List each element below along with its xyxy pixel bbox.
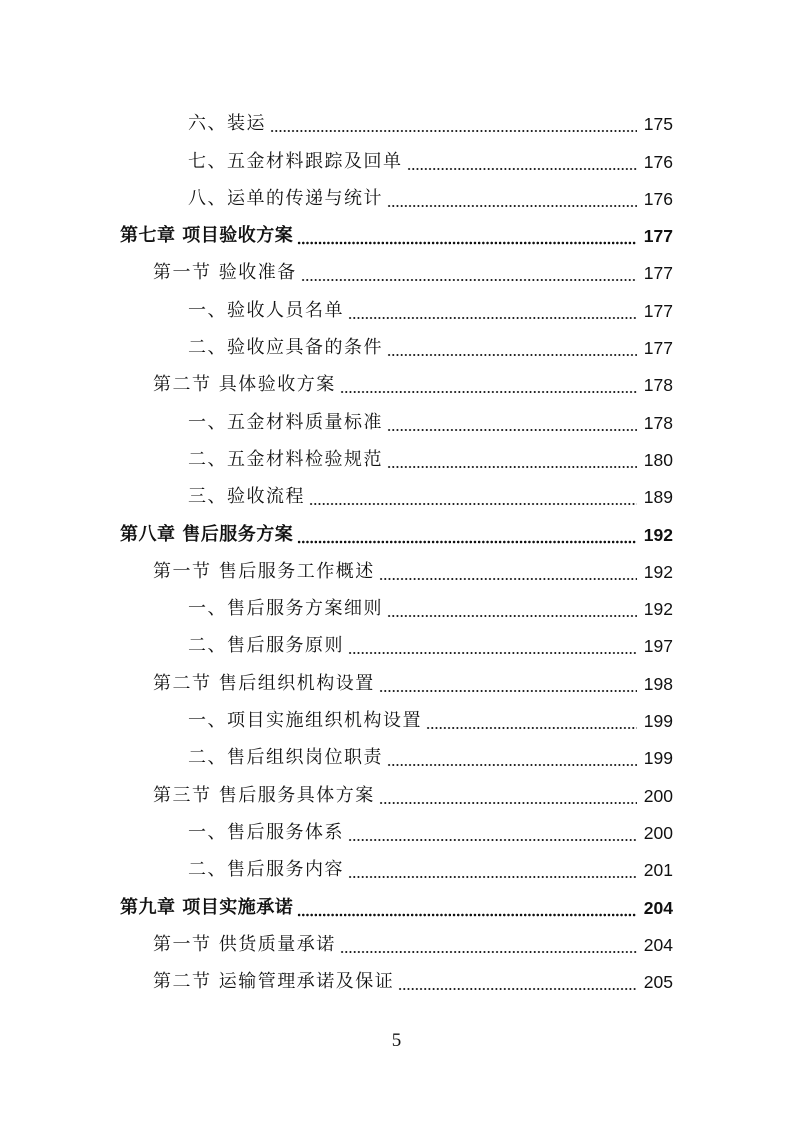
toc-section-entry[interactable]: [0, 251, 793, 288]
toc-dot-leader: [309, 486, 637, 508]
toc-dot-leader: [297, 225, 637, 247]
toc-chapter-entry[interactable]: [0, 214, 793, 251]
toc-entry[interactable]: [0, 102, 793, 139]
toc-chapter-entry[interactable]: [0, 885, 793, 922]
toc-entry-page: 199: [643, 711, 673, 732]
toc-dot-leader: [297, 897, 637, 919]
toc-section-entry[interactable]: [0, 773, 793, 810]
toc-section-entry[interactable]: [0, 661, 793, 698]
toc-section-entry[interactable]: [0, 960, 793, 997]
toc-entry-page: 198: [643, 673, 673, 694]
toc-entry-page: 177: [643, 338, 673, 359]
toc-entry-label: 七、五金材料跟踪及回单: [188, 150, 403, 172]
toc-entry-page: 205: [643, 972, 673, 993]
toc-entry-label: 一、验收人员名单: [188, 299, 344, 321]
toc-dot-leader: [270, 113, 637, 135]
toc-entry[interactable]: [0, 288, 793, 325]
toc-entry-page: 176: [643, 188, 673, 209]
toc-dot-leader: [407, 151, 638, 173]
toc-entry[interactable]: [0, 438, 793, 475]
page-number: 5: [391, 1030, 402, 1051]
toc-entry-label: 第一节 供货质量承诺: [153, 933, 336, 955]
toc-dot-leader: [297, 524, 637, 546]
toc-entry-page: 176: [643, 151, 673, 172]
toc-entry-page: 197: [643, 636, 673, 657]
toc-dot-leader: [379, 785, 637, 807]
toc-entry-page: 189: [643, 487, 673, 508]
toc-entry-label: 第二节 售后组织机构设置: [153, 672, 375, 694]
toc-dot-leader: [348, 822, 637, 844]
toc-chapter-entry[interactable]: [0, 512, 793, 549]
toc-entry-label: 第一节 验收准备: [153, 262, 297, 284]
toc-entry-page: 204: [643, 934, 673, 955]
toc-entry-label: 一、五金材料质量标准: [188, 411, 383, 433]
toc-dot-leader: [340, 374, 637, 396]
toc-dot-leader: [348, 300, 637, 322]
toc-entry[interactable]: [0, 475, 793, 512]
toc-entry-label: 第三节 售后服务具体方案: [153, 784, 375, 806]
toc-entry-page: 192: [643, 524, 673, 545]
toc-entry-page: 192: [643, 561, 673, 582]
toc-entry-label: 一、项目实施组织机构设置: [188, 710, 422, 732]
toc-entry[interactable]: [0, 177, 793, 214]
toc-entry-label: 第一节 售后服务工作概述: [153, 560, 375, 582]
toc-entry-page: 201: [643, 860, 673, 881]
toc-entry[interactable]: [0, 587, 793, 624]
toc-dot-leader: [348, 635, 637, 657]
toc-dot-leader: [387, 449, 637, 471]
toc-entry-page: 177: [643, 263, 673, 284]
toc-entry[interactable]: [0, 326, 793, 363]
toc-entry-page: 204: [643, 897, 673, 918]
toc-entry-label: 六、装运: [188, 113, 266, 135]
toc-entry-label: 第八章 售后服务方案: [120, 523, 294, 545]
toc-entry-page: 178: [643, 375, 673, 396]
toc-entry-page: 180: [643, 449, 673, 470]
toc-entry[interactable]: [0, 624, 793, 661]
toc-entry-page: 175: [643, 114, 673, 135]
toc-entry[interactable]: [0, 139, 793, 176]
toc-entry[interactable]: [0, 699, 793, 736]
toc-entry-page: 192: [643, 599, 673, 620]
toc-entry-page: 177: [643, 226, 673, 247]
toc-entry-label: 二、售后服务内容: [188, 859, 344, 881]
toc-entry-label: 一、售后服务体系: [188, 821, 344, 843]
toc-entry-label: 第九章 项目实施承诺: [120, 896, 294, 918]
toc-section-entry[interactable]: [0, 550, 793, 587]
toc-dot-leader: [379, 561, 637, 583]
toc-entry[interactable]: [0, 736, 793, 773]
toc-entry-label: 第七章 项目验收方案: [120, 225, 294, 247]
toc-dot-leader: [379, 673, 637, 695]
toc-entry-page: 178: [643, 412, 673, 433]
toc-entry[interactable]: [0, 400, 793, 437]
toc-entry-page: 177: [643, 300, 673, 321]
toc-dot-leader: [398, 971, 637, 993]
toc-entry-page: 200: [643, 785, 673, 806]
toc-dot-leader: [426, 710, 637, 732]
toc-dot-leader: [340, 934, 637, 956]
toc-dot-leader: [387, 412, 637, 434]
toc-entry-label: 一、售后服务方案细则: [188, 598, 383, 620]
toc-section-entry[interactable]: [0, 363, 793, 400]
toc-entry-label: 八、运单的传递与统计: [188, 187, 383, 209]
toc-dot-leader: [387, 747, 637, 769]
toc-dot-leader: [387, 337, 637, 359]
toc-dot-leader: [301, 262, 637, 284]
toc-dot-leader: [387, 188, 637, 210]
table-of-contents: [0, 102, 793, 997]
toc-entry-page: 200: [643, 822, 673, 843]
toc-dot-leader: [348, 859, 637, 881]
toc-entry[interactable]: [0, 811, 793, 848]
toc-entry-label: 二、五金材料检验规范: [188, 448, 383, 470]
toc-entry-label: 二、售后组织岗位职责: [188, 747, 383, 769]
toc-entry[interactable]: [0, 848, 793, 885]
toc-dot-leader: [387, 598, 637, 620]
toc-entry-label: 三、验收流程: [188, 486, 305, 508]
toc-entry-page: 199: [643, 748, 673, 769]
toc-section-entry[interactable]: [0, 923, 793, 960]
toc-entry-label: 第二节 运输管理承诺及保证: [153, 971, 395, 993]
toc-entry-label: 二、验收应具备的条件: [188, 337, 383, 359]
toc-entry-label: 二、售后服务原则: [188, 635, 344, 657]
toc-entry-label: 第二节 具体验收方案: [153, 374, 336, 396]
